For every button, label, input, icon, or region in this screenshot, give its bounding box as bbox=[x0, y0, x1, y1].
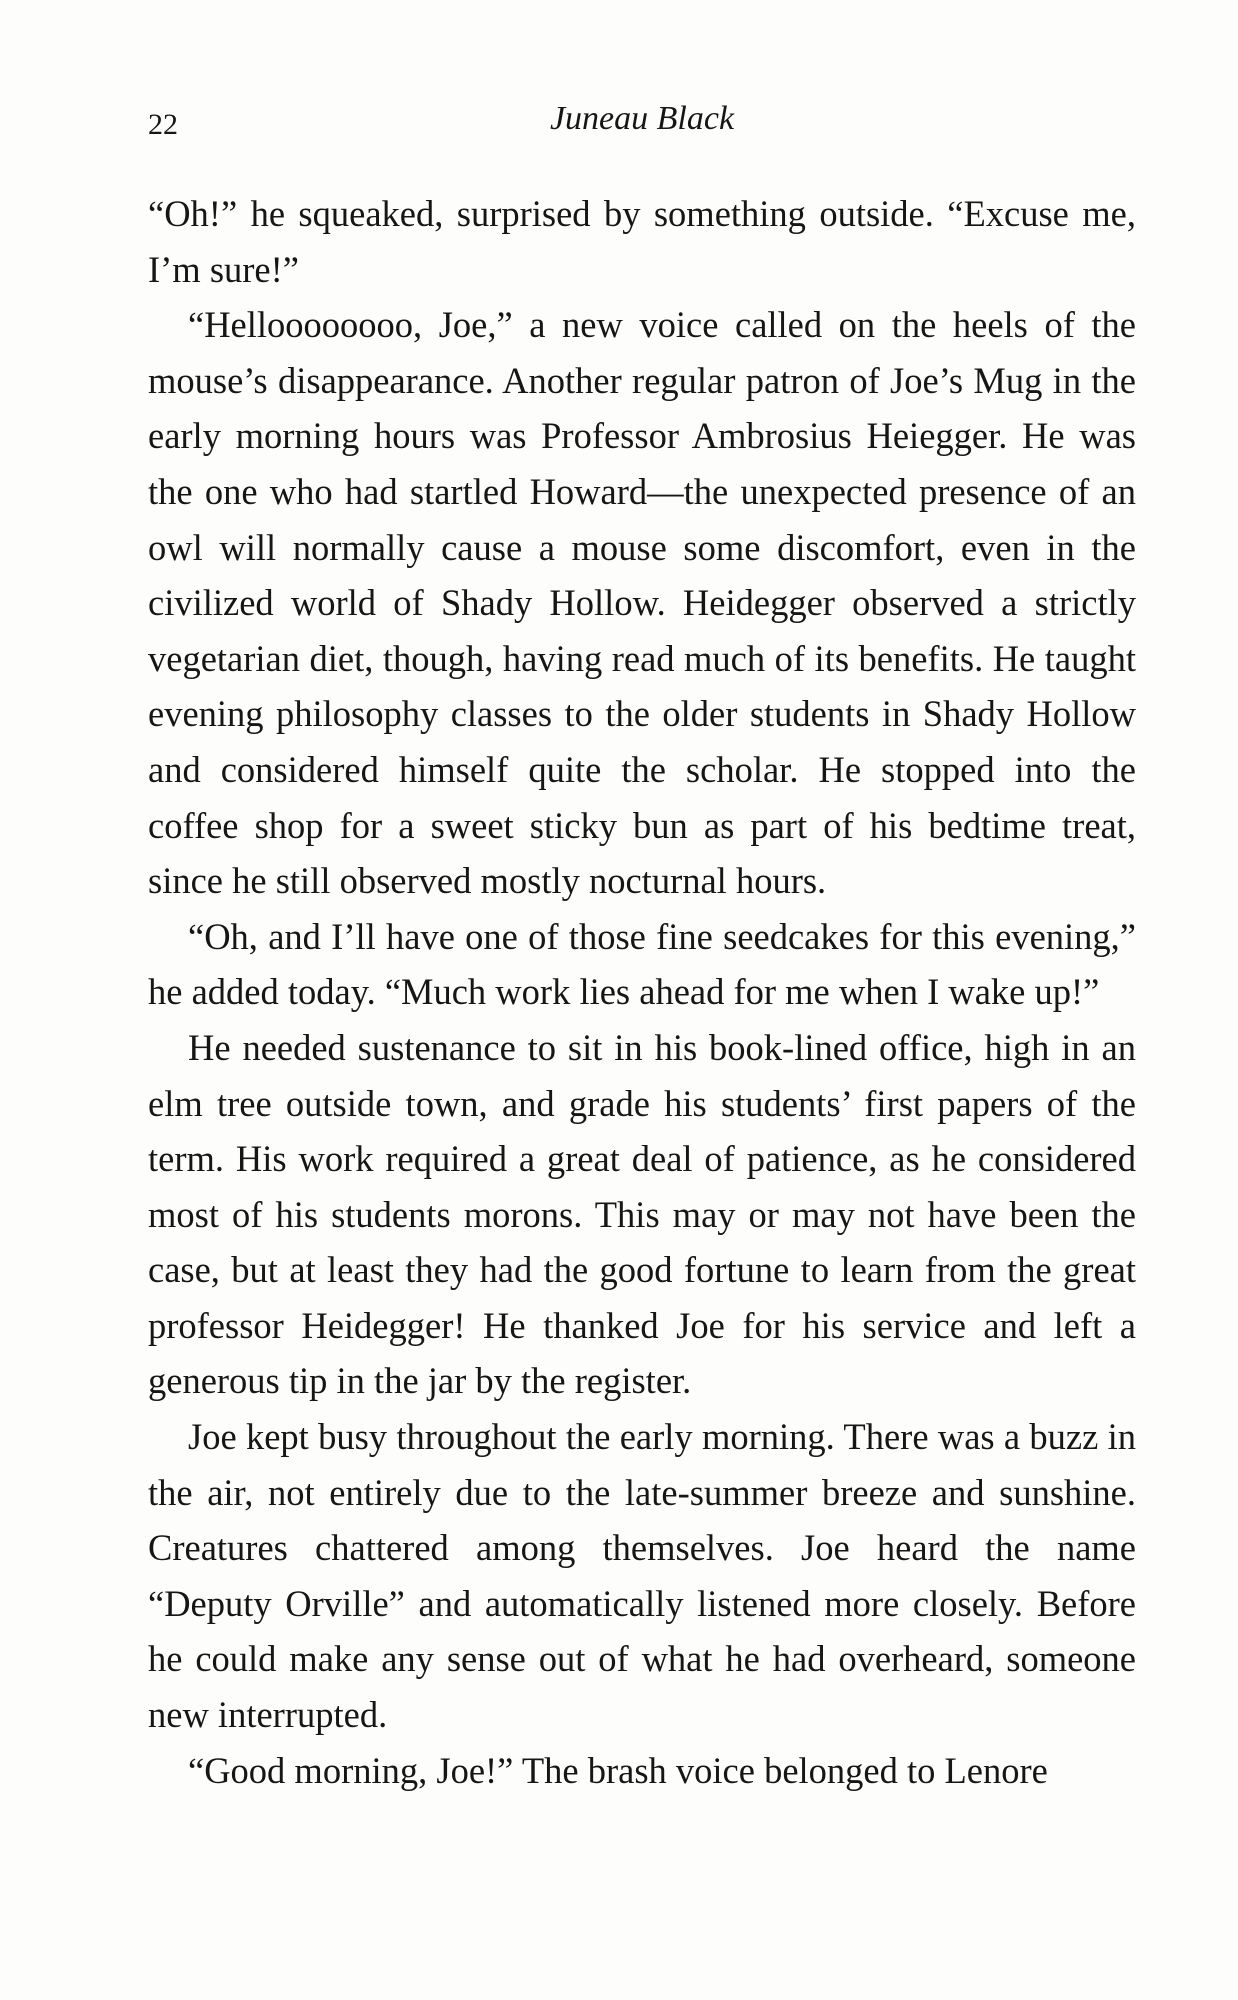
paragraph: “Oh!” he squeaked, surprised by something outside. “Excuse me, I’m sure!” bbox=[148, 193, 1136, 290]
paragraph: “Good morning, Joe!” The brash voice belonged to Lenore bbox=[188, 1749, 1048, 1791]
paragraph: “Oh, and I’ll have one of those fine seedcakes for this evening,” he added today. “Much work lies ahead for me when I wake up!” bbox=[148, 915, 1136, 1013]
page-number: 22 bbox=[148, 108, 178, 141]
body-text bbox=[148, 186, 1136, 1798]
paragraph: He needed sustenance to sit in his book-lined office, high in an elm tree outside town, and grade his students’ first papers of the term. His work required a great deal of patience, as he considered most of his students morons. This may or may not have been the case, but at least they had the good fortune to learn from the great professor Heidegger! He thanked Joe for his service and left a generous tip in the jar by the register. bbox=[148, 1026, 1136, 1402]
paragraph: Joe kept busy throughout the early morning. There was a buzz in the air, not entirely due to the late-summer breeze and sunshine. Creatures chattered among themselves. Joe heard the name “Deputy Orville” and automatically listened more closely. Before he could make any sense out of what he had overheard, someone new interrupted. bbox=[148, 1416, 1136, 1736]
book-title: Juneau Black bbox=[549, 100, 735, 137]
paragraph: “Helloooooooo, Joe,” a new voice called on the heels of the mouse’s disappearance. Another regular patron of Joe’s Mug in the early morning hours was Professor Ambrosius Heiegger. He was the one who had startled Howard—the unexpected presence of an owl will normally cause a mouse some discomfort, even in the civilized world of Shady Hollow. Heidegger observed a strictly vegetarian diet, though, having read much of its benefits. He taught evening philosophy classes to the older students in Shady Hollow and considered himself quite the scholar. He stopped into the coffee shop for a sweet sticky bun as part of his bedtime treat, since he still observed mostly nocturnal hours. bbox=[148, 304, 1136, 902]
running-head bbox=[148, 100, 1136, 160]
